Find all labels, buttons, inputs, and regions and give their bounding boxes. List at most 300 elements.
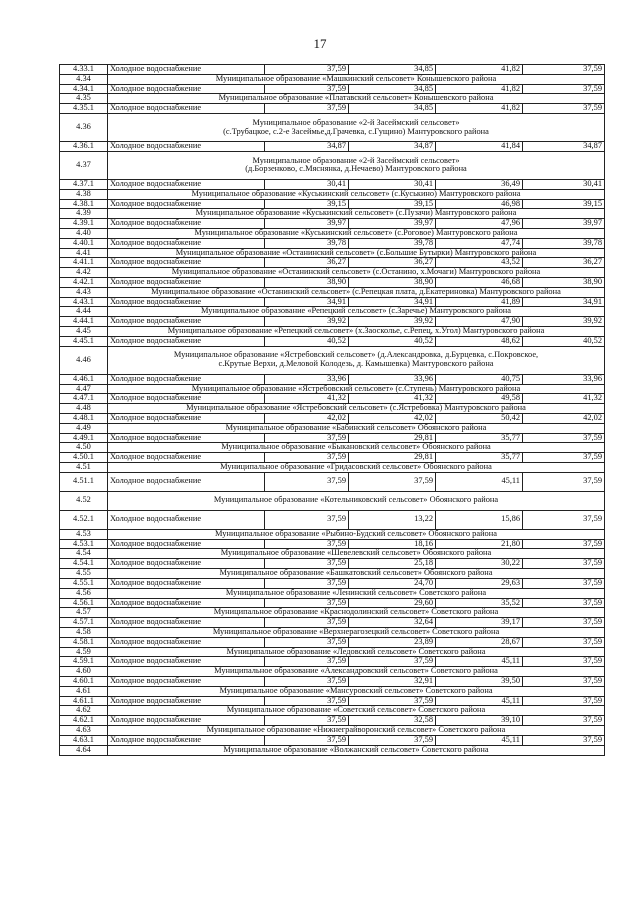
service-name: Холодное водоснабжение <box>108 735 265 745</box>
municipality-name-line: Муниципальное образование «Советский сельсовет» Советского района <box>226 705 486 715</box>
tariff-value: 41,32 <box>265 394 349 404</box>
row-number: 4.47.1 <box>60 394 108 404</box>
municipality-name-line: Муниципальное образование «Платавский сельсовет» Конышевского района <box>218 93 494 103</box>
municipality-row <box>60 491 605 510</box>
municipality-name-line: Муниципальное образование «Ястребовский сельсовет» (с.Ястребовка) Мантуровского района <box>186 403 526 413</box>
tariff-value: 49,58 <box>436 394 523 404</box>
service-row <box>60 336 605 346</box>
tariff-value: 37,59 <box>349 657 436 667</box>
municipality-row <box>60 667 605 677</box>
tariff-value: 23,89 <box>349 637 436 647</box>
tariff-value: 39,15 <box>265 199 349 209</box>
municipality-row <box>60 529 605 539</box>
tariff-value: 41,82 <box>436 65 523 75</box>
service-row <box>60 394 605 404</box>
row-number: 4.38.1 <box>60 199 108 209</box>
tariff-value: 33,96 <box>349 374 436 384</box>
municipality-row <box>60 608 605 618</box>
tariff-value: 35,77 <box>436 453 523 463</box>
tariff-value: 37,59 <box>523 618 605 628</box>
row-number: 4.60.1 <box>60 677 108 687</box>
municipality-name <box>108 686 605 696</box>
tariff-value: 39,97 <box>523 219 605 229</box>
municipality-name-line: Муниципальное образование «Куськинский сельсовет» (с.Куськино) Мантуровского района <box>191 189 521 198</box>
row-number: 4.53 <box>60 529 108 539</box>
tariff-value: 37,59 <box>265 472 349 491</box>
tariff-value: 46,68 <box>436 278 523 288</box>
service-name: Холодное водоснабжение <box>108 677 265 687</box>
tariff-value: 30,41 <box>265 179 349 189</box>
service-name: Холодное водоснабжение <box>108 84 265 94</box>
tariff-value: 37,59 <box>523 104 605 114</box>
municipality-name-line: Муниципальное образование «Котельниковский сельсовет» Обоянского района <box>213 495 499 505</box>
tariff-value: 36,27 <box>349 258 436 268</box>
service-row <box>60 618 605 628</box>
row-number: 4.61.1 <box>60 696 108 706</box>
tariff-value: 29,60 <box>349 598 436 608</box>
municipality-row <box>60 327 605 337</box>
service-name: Холодное водоснабжение <box>108 510 265 529</box>
service-row <box>60 238 605 248</box>
municipality-name <box>108 647 605 657</box>
service-row <box>60 104 605 114</box>
row-number: 4.58.1 <box>60 637 108 647</box>
service-name: Холодное водоснабжение <box>108 539 265 549</box>
tariff-value: 39,92 <box>523 317 605 327</box>
tariff-value: 37,59 <box>265 618 349 628</box>
tariff-value: 43,52 <box>436 258 523 268</box>
municipality-name <box>108 384 605 394</box>
row-number: 4.61 <box>60 686 108 696</box>
tariff-value: 37,59 <box>265 559 349 569</box>
tariff-value: 37,59 <box>265 578 349 588</box>
tariff-value: 21,80 <box>436 539 523 549</box>
row-number: 4.34.1 <box>60 84 108 94</box>
tariff-value: 39,92 <box>265 317 349 327</box>
service-row <box>60 559 605 569</box>
tariff-value: 25,18 <box>349 559 436 569</box>
tariff-value: 36,27 <box>523 258 605 268</box>
municipality-row <box>60 151 605 179</box>
municipality-row <box>60 627 605 637</box>
row-number: 4.39.1 <box>60 219 108 229</box>
service-row <box>60 258 605 268</box>
tariff-value: 39,78 <box>265 238 349 248</box>
tariff-value: 37,59 <box>265 735 349 745</box>
municipality-row <box>60 228 605 238</box>
municipality-name <box>108 549 605 559</box>
row-number: 4.40.1 <box>60 238 108 248</box>
municipality-name-line: (с.Трубацкое, с.2-е Засеймье,д.Грачевка, с.Гущино) Мантуровского района <box>223 126 489 136</box>
service-row <box>60 657 605 667</box>
tariff-value: 46,98 <box>436 199 523 209</box>
service-row <box>60 199 605 209</box>
municipality-row <box>60 114 605 142</box>
municipality-name <box>108 588 605 598</box>
tariff-value: 48,62 <box>436 336 523 346</box>
tariff-value: 15,86 <box>436 510 523 529</box>
tariff-value: 45,11 <box>436 696 523 706</box>
tariff-value: 45,11 <box>436 472 523 491</box>
tariff-value: 45,11 <box>436 735 523 745</box>
service-row <box>60 84 605 94</box>
row-number: 4.33.1 <box>60 65 108 75</box>
service-row <box>60 696 605 706</box>
service-row <box>60 510 605 529</box>
service-name: Холодное водоснабжение <box>108 65 265 75</box>
municipality-row <box>60 423 605 433</box>
service-name: Холодное водоснабжение <box>108 199 265 209</box>
page-number: 17 <box>313 36 327 51</box>
tariff-value: 37,59 <box>265 510 349 529</box>
tariff-table <box>59 64 605 756</box>
service-row <box>60 413 605 423</box>
row-number: 4.42.1 <box>60 278 108 288</box>
municipality-name <box>108 463 605 473</box>
row-number: 4.35 <box>60 94 108 104</box>
row-number: 4.51 <box>60 463 108 473</box>
municipality-row <box>60 443 605 453</box>
service-name: Холодное водоснабжение <box>108 637 265 647</box>
municipality-row <box>60 248 605 258</box>
tariff-value: 37,59 <box>523 598 605 608</box>
tariff-value: 34,87 <box>265 142 349 152</box>
municipality-name <box>108 209 605 219</box>
row-number: 4.63.1 <box>60 735 108 745</box>
municipality-name <box>108 287 605 297</box>
municipality-name <box>108 228 605 238</box>
tariff-value: 40,52 <box>265 336 349 346</box>
tariff-value: 37,59 <box>349 696 436 706</box>
row-number: 4.52 <box>60 491 108 510</box>
row-number: 4.42 <box>60 268 108 278</box>
tariff-table-body <box>60 65 605 756</box>
tariff-value: 39,78 <box>523 238 605 248</box>
service-row <box>60 539 605 549</box>
row-number: 4.54 <box>60 549 108 559</box>
tariff-value: 34,87 <box>523 142 605 152</box>
row-number: 4.48 <box>60 404 108 414</box>
municipality-row <box>60 647 605 657</box>
tariff-value: 38,90 <box>523 278 605 288</box>
row-number: 4.45 <box>60 327 108 337</box>
municipality-row <box>60 384 605 394</box>
tariff-value: 34,91 <box>523 297 605 307</box>
tariff-value: 37,59 <box>523 657 605 667</box>
tariff-value: 37,59 <box>523 84 605 94</box>
tariff-value: 40,52 <box>349 336 436 346</box>
municipality-name-line: Муниципальное образование «Репецкий сельсовет» (с.Заречье) Мантуровского района <box>201 306 511 316</box>
row-number: 4.59 <box>60 647 108 657</box>
service-row <box>60 677 605 687</box>
tariff-value: 50,42 <box>436 413 523 423</box>
tariff-value: 37,59 <box>265 696 349 706</box>
tariff-value: 29,81 <box>349 453 436 463</box>
tariff-value: 41,89 <box>436 297 523 307</box>
service-name: Холодное водоснабжение <box>108 578 265 588</box>
municipality-name <box>108 248 605 258</box>
row-number: 4.46.1 <box>60 374 108 384</box>
row-number: 4.60 <box>60 667 108 677</box>
service-name: Холодное водоснабжение <box>108 716 265 726</box>
tariff-value: 37,59 <box>265 453 349 463</box>
tariff-value: 47,74 <box>436 238 523 248</box>
municipality-row <box>60 588 605 598</box>
tariff-value: 36,27 <box>265 258 349 268</box>
municipality-name <box>108 608 605 618</box>
tariff-value: 34,85 <box>349 84 436 94</box>
municipality-name <box>108 423 605 433</box>
tariff-value: 41,82 <box>436 84 523 94</box>
service-name: Холодное водоснабжение <box>108 179 265 189</box>
tariff-value: 34,87 <box>349 142 436 152</box>
service-row <box>60 65 605 75</box>
tariff-value: 41,32 <box>523 394 605 404</box>
municipality-name <box>108 189 605 199</box>
row-number: 4.35.1 <box>60 104 108 114</box>
municipality-row <box>60 404 605 414</box>
tariff-value: 32,91 <box>349 677 436 687</box>
service-name: Холодное водоснабжение <box>108 374 265 384</box>
municipality-name-line: Муниципальное образование «Волжанский сельсовет» Советского района <box>223 745 489 754</box>
municipality-name-line: Муниципальное образование «Бабинский сельсовет» Обоянского района <box>225 423 487 432</box>
tariff-value: 37,59 <box>523 472 605 491</box>
tariff-value: 34,85 <box>349 104 436 114</box>
service-row <box>60 735 605 745</box>
row-number: 4.43.1 <box>60 297 108 307</box>
tariff-value: 37,59 <box>523 433 605 443</box>
row-number: 4.52.1 <box>60 510 108 529</box>
municipality-name-line: Муниципальное образование «Александровский сельсовет» Советского района <box>214 666 498 676</box>
service-row <box>60 472 605 491</box>
row-number: 4.64 <box>60 745 108 755</box>
row-number: 4.39 <box>60 209 108 219</box>
tariff-value: 37,59 <box>265 539 349 549</box>
service-row <box>60 374 605 384</box>
row-number: 4.40 <box>60 228 108 238</box>
tariff-value: 39,15 <box>349 199 436 209</box>
service-name: Холодное водоснабжение <box>108 142 265 152</box>
tariff-value: 35,52 <box>436 598 523 608</box>
municipality-name-line: Муниципальное образование «Машкинский сельсовет» Конышевского района <box>215 74 497 83</box>
municipality-name-line: Муниципальное образование «Гридасовский сельсовет» Обоянского района <box>220 462 492 471</box>
row-number: 4.48.1 <box>60 413 108 423</box>
municipality-row <box>60 94 605 104</box>
row-number: 4.57.1 <box>60 618 108 628</box>
row-number: 4.59.1 <box>60 657 108 667</box>
service-row <box>60 317 605 327</box>
row-number: 4.38 <box>60 189 108 199</box>
tariff-value: 42,02 <box>265 413 349 423</box>
tariff-value: 33,96 <box>265 374 349 384</box>
service-name: Холодное водоснабжение <box>108 394 265 404</box>
municipality-name <box>108 706 605 716</box>
row-number: 4.49.1 <box>60 433 108 443</box>
row-number: 4.34 <box>60 74 108 84</box>
service-row <box>60 142 605 152</box>
service-row <box>60 453 605 463</box>
municipality-name-line: Муниципальное образование «Ледовский сельсовет» Советского района <box>226 647 486 656</box>
tariff-value: 39,78 <box>349 238 436 248</box>
municipality-name-line: Муниципальное образование «Башкатовский сельсовет» Обоянского района <box>219 568 493 578</box>
municipality-name-line: Муниципальное образование «Останинский сельсовет» (с.Большие Бутырки) Мантуровского района <box>175 248 537 257</box>
service-name: Холодное водоснабжение <box>108 413 265 423</box>
service-row <box>60 578 605 588</box>
tariff-value: 37,59 <box>523 578 605 588</box>
row-number: 4.36 <box>60 114 108 142</box>
service-name: Холодное водоснабжение <box>108 297 265 307</box>
municipality-row <box>60 307 605 317</box>
service-row <box>60 297 605 307</box>
tariff-value: 42,02 <box>523 413 605 423</box>
tariff-value: 37,59 <box>523 637 605 647</box>
municipality-name-line: Муниципальное образование «Верхнерагозецкий сельсовет» Советского района <box>212 627 500 636</box>
municipality-name-line: Муниципальное образование «Останинский сельсовет» (с.Репецкая плата, д.Екатериновка) Мантуровского района <box>151 287 561 296</box>
municipality-name <box>108 491 605 510</box>
tariff-value: 13,22 <box>349 510 436 529</box>
tariff-value: 37,59 <box>349 472 436 491</box>
municipality-name <box>108 346 605 374</box>
municipality-name <box>108 307 605 317</box>
municipality-name <box>108 667 605 677</box>
tariff-value: 37,59 <box>523 716 605 726</box>
row-number: 4.47 <box>60 384 108 394</box>
municipality-name <box>108 627 605 637</box>
tariff-value: 38,90 <box>349 278 436 288</box>
service-row <box>60 433 605 443</box>
tariff-value: 41,32 <box>349 394 436 404</box>
row-number: 4.44.1 <box>60 317 108 327</box>
service-row <box>60 598 605 608</box>
tariff-value: 47,96 <box>436 219 523 229</box>
service-name: Холодное водоснабжение <box>108 618 265 628</box>
service-name: Холодное водоснабжение <box>108 238 265 248</box>
tariff-value: 42,02 <box>349 413 436 423</box>
tariff-value: 37,59 <box>265 104 349 114</box>
tariff-value: 39,97 <box>265 219 349 229</box>
service-name: Холодное водоснабжение <box>108 472 265 491</box>
municipality-row <box>60 463 605 473</box>
municipality-name-line: Муниципальное образование «2-й Засеймский сельсовет» <box>252 117 460 127</box>
municipality-row <box>60 686 605 696</box>
municipality-name <box>108 529 605 539</box>
tariff-value: 39,50 <box>436 677 523 687</box>
municipality-name-line: Муниципальное образование «Шевелевский сельсовет» Обоянского района <box>220 548 492 558</box>
municipality-name-line: Муниципальное образование «Куськинский сельсовет» (с.Роговое) Мантуровского района <box>194 228 518 237</box>
municipality-row <box>60 346 605 374</box>
municipality-name <box>108 569 605 579</box>
tariff-value: 18,16 <box>349 539 436 549</box>
tariff-value: 47,90 <box>436 317 523 327</box>
row-number: 4.45.1 <box>60 336 108 346</box>
tariff-value: 37,59 <box>265 598 349 608</box>
municipality-name-line: Муниципальное образование «Рыбино-Будский сельсовет» Обоянского района <box>215 529 497 538</box>
row-number: 4.56.1 <box>60 598 108 608</box>
tariff-value: 39,10 <box>436 716 523 726</box>
service-name: Холодное водоснабжение <box>108 258 265 268</box>
tariff-value: 38,90 <box>265 278 349 288</box>
tariff-value: 37,59 <box>265 65 349 75</box>
service-row <box>60 278 605 288</box>
municipality-name-line: Муниципальное образование «Куськинский сельсовет» (с.Пузачи) Мантуровского района <box>195 208 517 218</box>
tariff-value: 29,63 <box>436 578 523 588</box>
municipality-row <box>60 745 605 755</box>
tariff-value: 39,17 <box>436 618 523 628</box>
row-number: 4.41.1 <box>60 258 108 268</box>
tariff-value: 40,52 <box>523 336 605 346</box>
tariff-value: 37,59 <box>523 510 605 529</box>
municipality-name-line: Муниципальное образование «Мансуровский сельсовет» Советского района <box>219 686 493 695</box>
tariff-value: 37,59 <box>349 735 436 745</box>
tariff-value: 37,59 <box>523 696 605 706</box>
municipality-name-line: Муниципальное образование «Ленинский сельсовет» Советского района <box>225 588 487 597</box>
service-name: Холодное водоснабжение <box>108 696 265 706</box>
row-number: 4.43 <box>60 287 108 297</box>
row-number: 4.46 <box>60 346 108 374</box>
service-row <box>60 637 605 647</box>
tariff-value: 34,85 <box>349 65 436 75</box>
tariff-value: 30,22 <box>436 559 523 569</box>
tariff-value: 39,15 <box>523 199 605 209</box>
service-name: Холодное водоснабжение <box>108 278 265 288</box>
municipality-name <box>108 443 605 453</box>
tariff-value: 37,59 <box>523 539 605 549</box>
tariff-value: 40,75 <box>436 374 523 384</box>
municipality-row <box>60 189 605 199</box>
tariff-value: 37,59 <box>265 637 349 647</box>
municipality-name-line: Муниципальное образование «Ястребовский сельсовет» (с.Ступень) Мантуровского района <box>191 384 521 393</box>
service-name: Холодное водоснабжение <box>108 336 265 346</box>
tariff-value: 37,59 <box>523 559 605 569</box>
tariff-value: 30,41 <box>523 179 605 189</box>
municipality-name <box>108 114 605 142</box>
row-number: 4.55 <box>60 569 108 579</box>
tariff-value: 29,81 <box>349 433 436 443</box>
municipality-name-line: Муниципальное образование «Нижнеграйворонский сельсовет» Советского района <box>206 725 506 735</box>
row-number: 4.37 <box>60 151 108 179</box>
municipality-row <box>60 209 605 219</box>
tariff-value: 36,49 <box>436 179 523 189</box>
service-name: Холодное водоснабжение <box>108 317 265 327</box>
row-number: 4.44 <box>60 307 108 317</box>
tariff-value: 37,59 <box>265 677 349 687</box>
tariff-value: 28,67 <box>436 637 523 647</box>
row-number: 4.63 <box>60 726 108 736</box>
row-number: 4.51.1 <box>60 472 108 491</box>
municipality-name-line: Муниципальное образование «Ястребовский сельсовет» (д.Александровка, д.Бурцевка, с.Покровское, <box>173 350 539 360</box>
row-number: 4.62.1 <box>60 716 108 726</box>
tariff-value: 35,77 <box>436 433 523 443</box>
row-number: 4.62 <box>60 706 108 716</box>
municipality-name <box>108 74 605 84</box>
tariff-value: 41,84 <box>436 142 523 152</box>
tariff-value: 37,59 <box>265 716 349 726</box>
service-name: Холодное водоснабжение <box>108 104 265 114</box>
municipality-name <box>108 404 605 414</box>
municipality-row <box>60 706 605 716</box>
municipality-name <box>108 726 605 736</box>
service-name: Холодное водоснабжение <box>108 219 265 229</box>
tariff-value: 39,92 <box>349 317 436 327</box>
service-name: Холодное водоснабжение <box>108 598 265 608</box>
municipality-row <box>60 287 605 297</box>
tariff-value: 34,91 <box>349 297 436 307</box>
row-number: 4.49 <box>60 423 108 433</box>
row-number: 4.54.1 <box>60 559 108 569</box>
municipality-name-line: с.Крутые Верхи, д.Меловой Колодезь, д. Камышевка) Мантуровского района <box>218 359 494 369</box>
service-name: Холодное водоснабжение <box>108 657 265 667</box>
service-name: Холодное водоснабжение <box>108 453 265 463</box>
